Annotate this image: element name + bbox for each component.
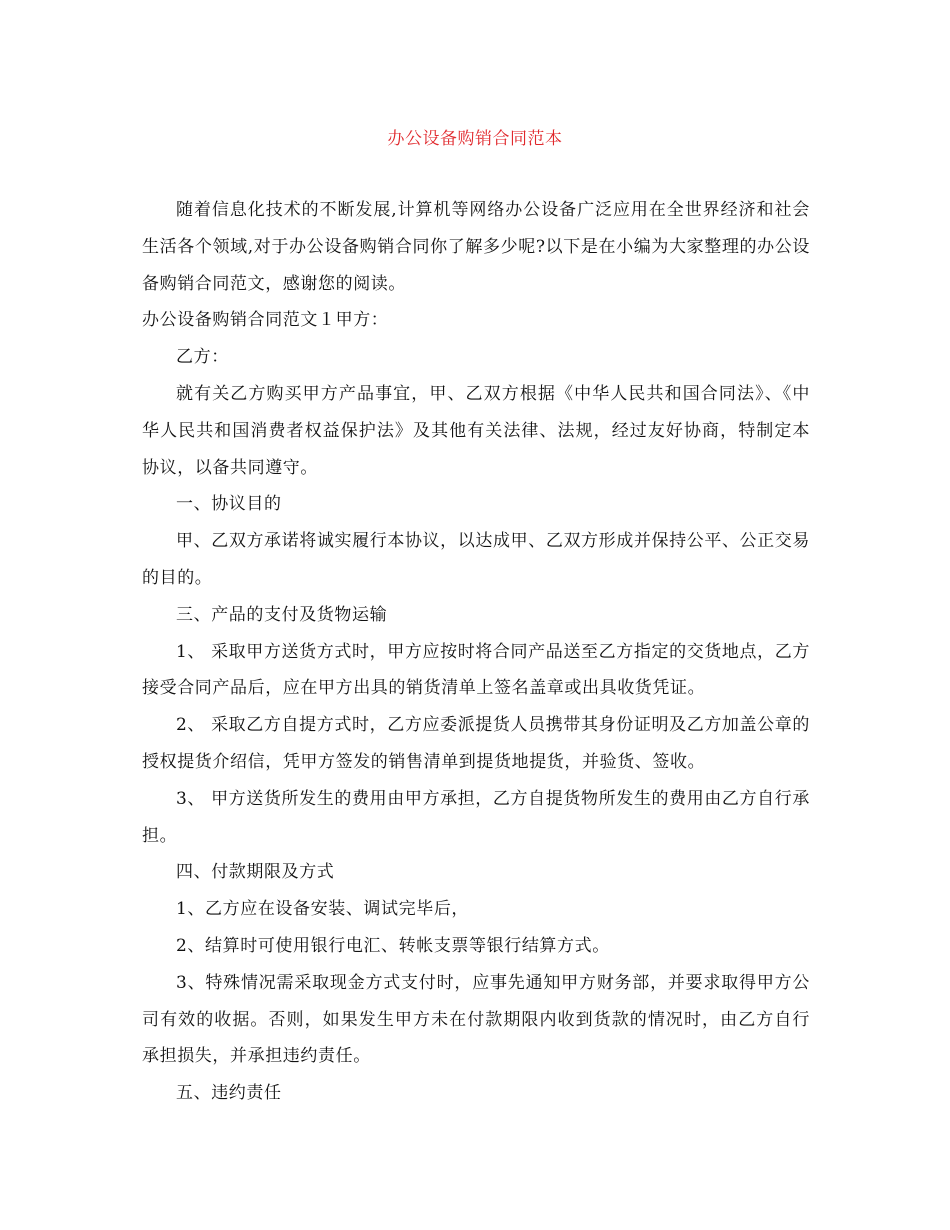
party-b-label: 乙方：	[176, 347, 229, 368]
paragraph-intro: 随着信息化技术的不断发展,计算机等网络办公设备广泛应用在全世界经济和社会生活各个领域,对于办公设备购销合同你了解多少呢?以下是在小编为大家整理的办公设备购销合同范文，感谢您的阅读。	[142, 200, 810, 294]
section-heading-purpose: 一、协议目的	[176, 494, 282, 515]
paragraph-sample-heading	[142, 302, 810, 339]
document-title: 办公设备购销合同范本	[387, 129, 563, 149]
paragraph-purpose: 甲、乙双方承诺将诚实履行本协议，以达成甲、乙双方形成并保持公平、公正交易的目的。	[142, 531, 810, 588]
sample-label: 办公设备购销合同范文１	[142, 310, 336, 331]
section-heading-payment: 四、付款期限及方式	[176, 862, 335, 883]
document-body	[142, 192, 810, 1112]
paragraph-payment-1: 1、乙方应在设备安装、调试完毕后，	[176, 899, 470, 920]
paragraph-preamble: 就有关乙方购买甲方产品事宜，甲、乙双方根据《中华人民共和国合同法》、《中华人民共和国消费者权益保护法》及其他有关法律、法规，经过友好协商，特制定本协议，以备共同遵守。	[142, 383, 810, 478]
party-a-label: 甲方：	[335, 310, 389, 331]
section-heading-delivery: 三、产品的支付及货物运输	[176, 604, 388, 625]
paragraph-payment-2: 2、结算时可使用银行电汇、转帐支票等银行结算方式。	[176, 935, 610, 956]
paragraph-delivery-3: 3、 甲方送货所发生的费用由甲方承担，乙方自提货物所发生的费用由乙方自行承担。	[142, 788, 810, 846]
paragraph-payment-3: 3、特殊情况需采取现金方式支付时，应事先通知甲方财务部，并要求取得甲方公司有效的收据。否则，如果发生甲方未在付款期限内收到货款的情况时，由乙方自行承担损失，并承担违约责任。	[142, 972, 810, 1067]
section-heading-breach: 五、违约责任	[176, 1083, 282, 1104]
paragraph-delivery-2: 2、 采取乙方自提方式时，乙方应委派提货人员携带其身份证明及乙方加盖公章的授权提货介绍信，凭甲方签发的销售清单到提货地提货，并验货、签收。	[142, 715, 810, 772]
paragraph-delivery-1: 1、 采取甲方送货方式时，甲方应按时将合同产品送至乙方指定的交货地点，乙方接受合同产品后，应在甲方出具的销货清单上签名盖章或出具收货凭证。	[142, 641, 810, 699]
